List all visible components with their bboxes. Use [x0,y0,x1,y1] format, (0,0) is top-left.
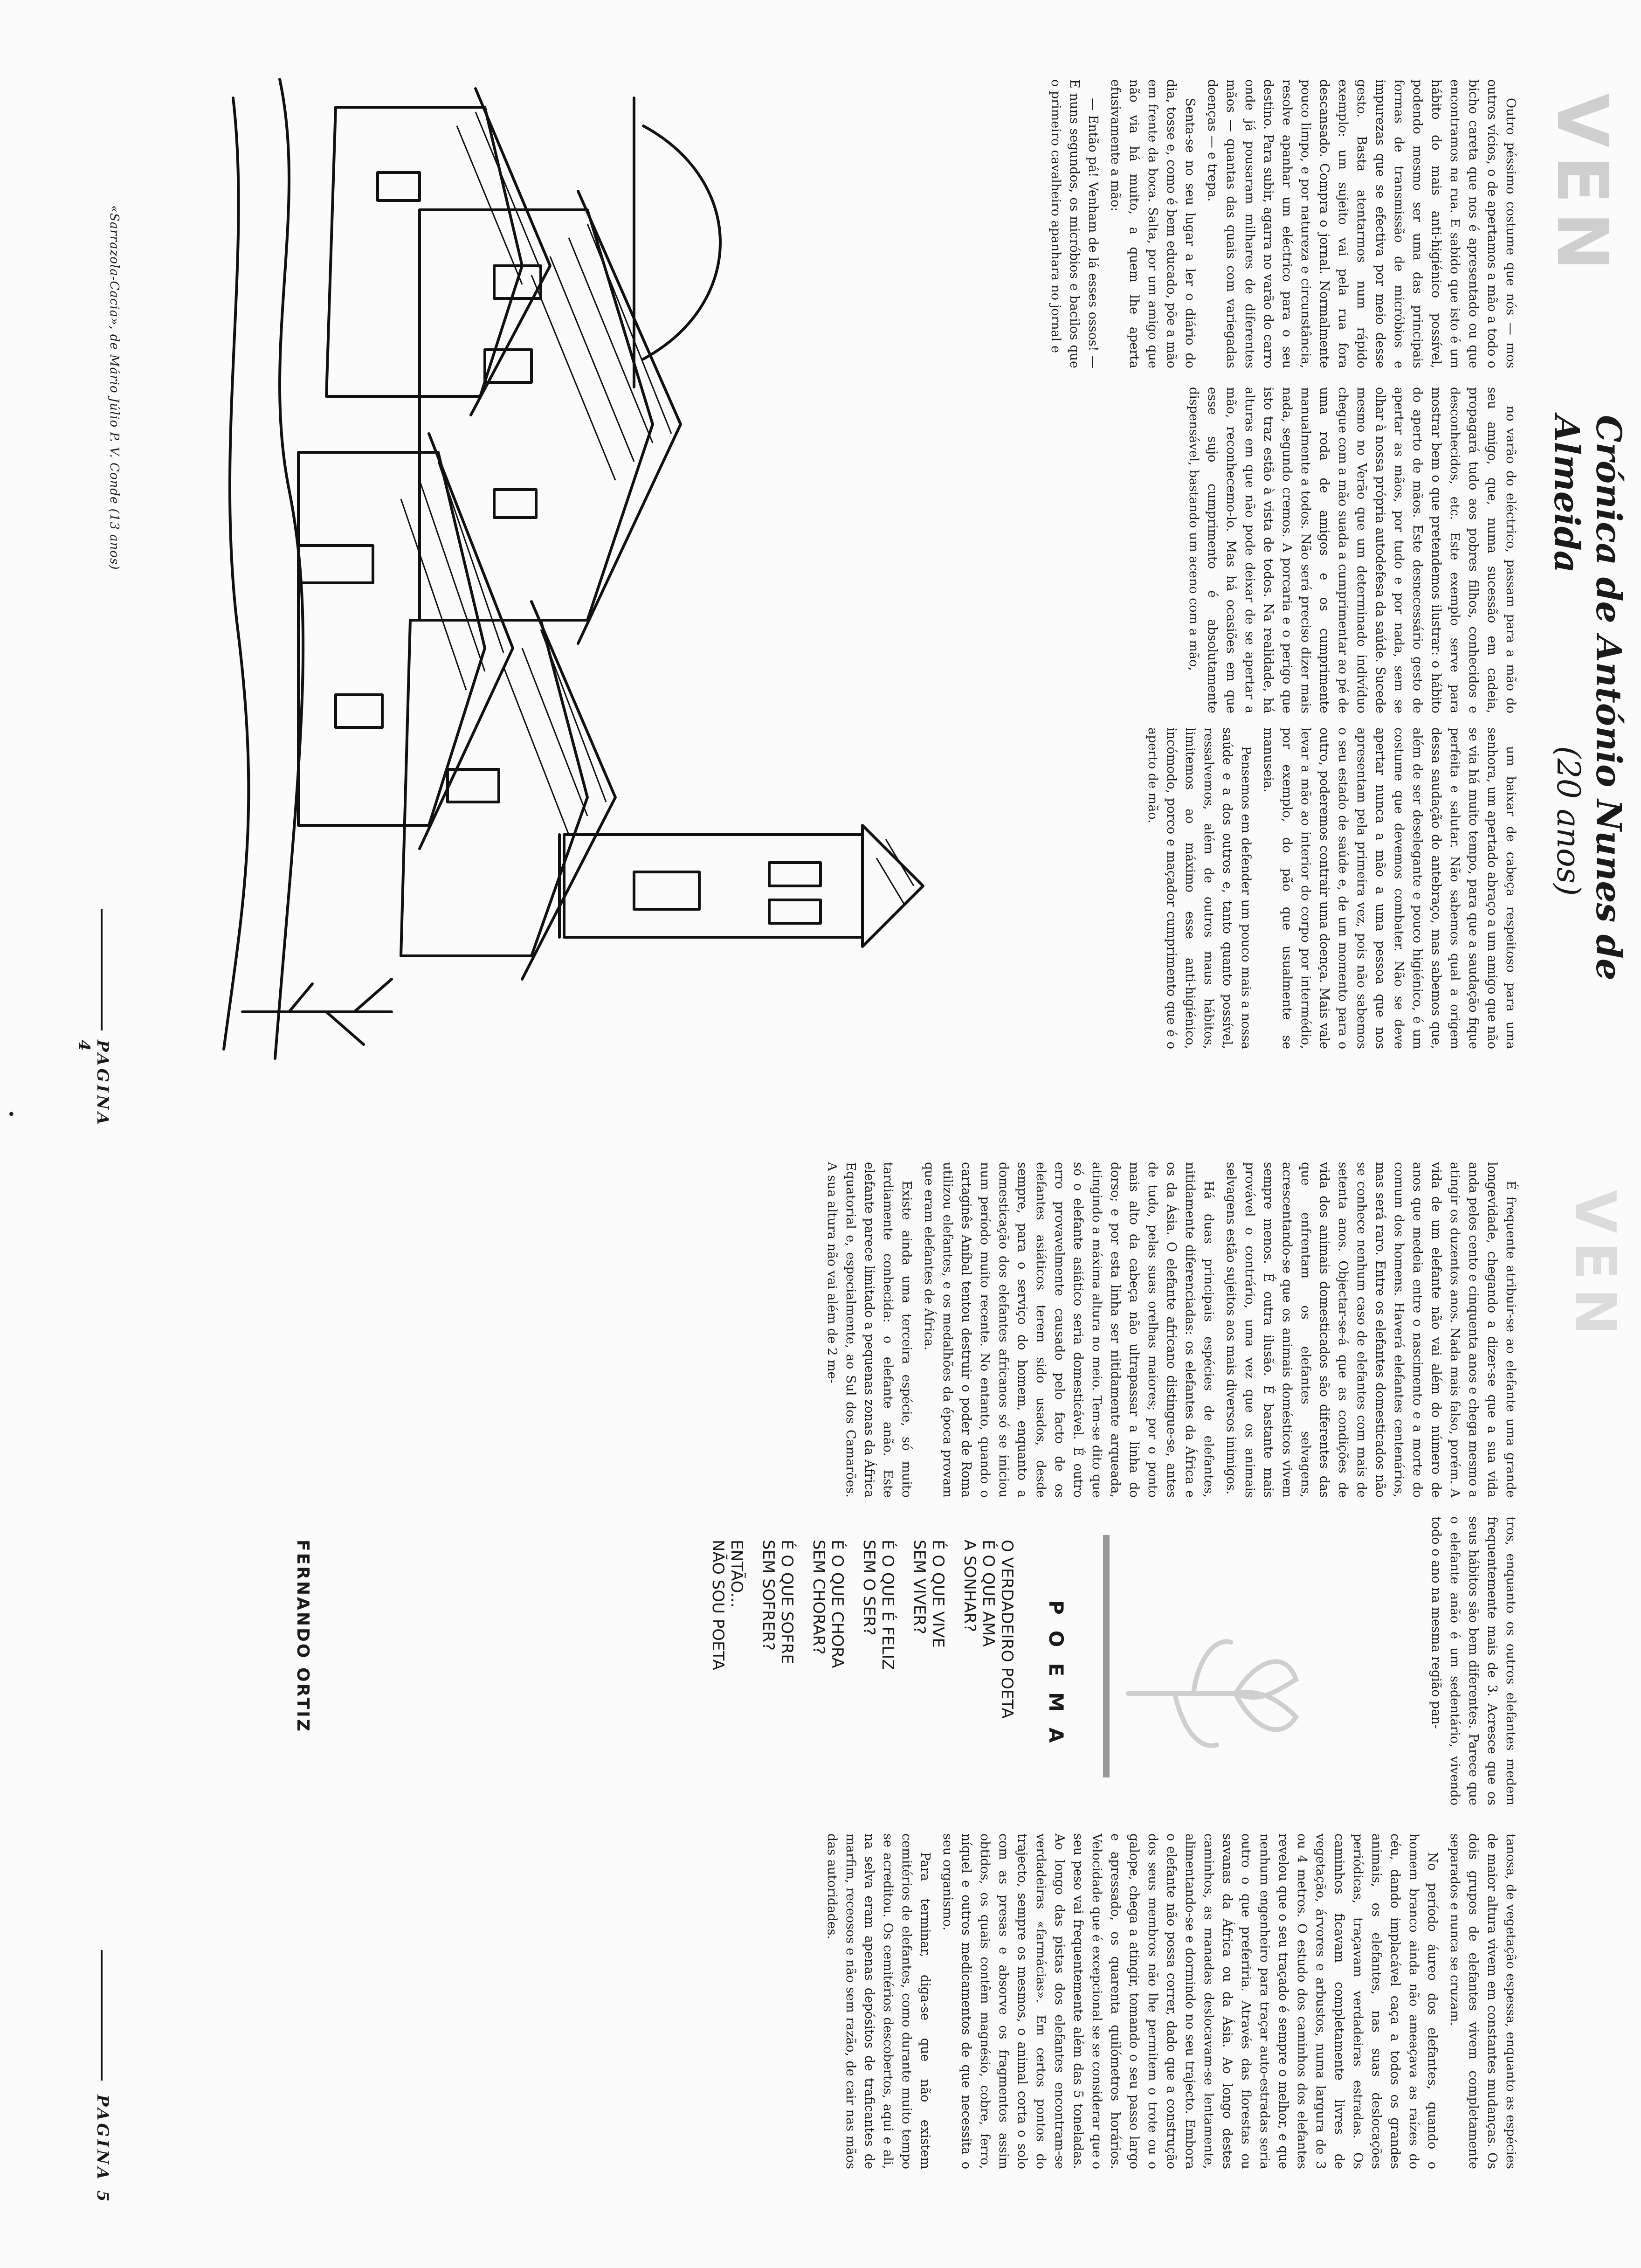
article-column-1 [1042,79,1520,368]
poem-stanza [910,1540,947,1810]
decorative-rule [1103,1535,1110,1777]
poem-stanza [709,1540,746,1810]
poem-line: SEM SOFRER? [759,1540,778,1651]
poem-line: É O QUE AMA [979,1540,998,1647]
poem-stanza [759,1540,796,1810]
paragraph: tros, enquanto os outros elefantes medem frequentemente mais de 3. Acresce que os seus hábitos são bem diferentes. Parece que o elefante anão é um sedentário, vivendo todo o ano na mesma região pan- [1429,1516,1518,1805]
footer-rule [101,909,103,1030]
poem-line: O VERDADEIRO POETA [998,1540,1016,1719]
footer-rule [101,1950,103,2081]
poem-line: É O QUE SOFRE [778,1540,796,1664]
faded-masthead: VEN [1562,1190,1627,1344]
scan-speck: • [2,1110,19,1118]
poem-line: SEM O SER? [860,1540,878,1636]
paragraph: Para terminar, diga-se que não existem cemitérios de elefantes, como durante muito tempo se acreditou. Os cemitérios descobertos, aqui e ali, na selva eram apenas depósitos de traficantes de marfim, receosos e não sem razão, de cair nas mãos das autoridades. [825,1833,932,2169]
paragraph: Pensemos em defender um pouco mais a nossa saúde e a dos outros e, tanto quanto possível, ressalvemos, além de outros maus hábitos, limitemos ao máximo esse anti-higiénico, incómodo, porco e maçador cumprimento que é o aperto de mão. [1145,727,1253,1049]
poem-line: ENTÃO... [727,1540,746,1608]
paragraph: no varão do eléctrico, passam para a mão do seu amigo, que, numa sucessão em cadeia, propagará tudo aos pobres filhos, conhecidos e desconhecidos, etc. Este exemplo serve para mostrar bem o que pretendemos ilustrar: o hábito do aperto de mãos. Este desnecessário gesto de apertar as mãos, por tudo e por nada, sem se olhar à nossa própria autodefesa da saúde. Sucede mesmo no Verão que um determinado indivíduo chegue com a mão suada a cumprimentar ao pé de uma roda de amigos e os cumprimente manualmente a todos. Não será preciso dizer mais nada, segundo cremos. A porcaria e o perigo que isto traz estão à vista de todos. Na realidade, há alturas em que não pode deixar de se apertar a mão, reconhecemo-lo. Mas há ocasiões em que esse sujo cumprimento é absolutamente dispensável, bastando um aceno com a mão, [1186,387,1518,713]
paragraph: Há duas principais espécies de elefantes, nitidamente diferenciadas: os elefantes da África e os da Ásia. O elefante africano distingue-se, antes de tudo, pelas suas orelhas maiores; por o ponto mais alto da cabeça não ultrapassar a linha do dorso; e por esta linha ser nitidamente arqueada, atingindo a máxima altura no meio. Tem-se dito que só o elefante asiático seria domesticável. É outro erro provavelmente causado pelo facto de os elefantes asiáticos terem sido usados, desde sempre, para o serviço do homem, enquanto a domesticação dos elefantes africanos só se iniciou num período muito recente. No entanto, quando o cartaginês Aníbal tentou destruir o poder de Roma utilizou elefantes, e os medalhões da época provam que eram elefantes de África. [922,1162,1216,1498]
article-subheadline: (20 anos) [1550,746,1586,896]
page-5 [0,1134,1641,2268]
poem-stanza [960,1540,1016,1810]
poem-line: SEM VIVER? [910,1540,929,1634]
poem-line: É O QUE CHORA [828,1540,847,1668]
article-column-1 [819,1162,1520,1498]
article-column-2 [1180,387,1520,713]
illustration-caption: «Sarrazola-Cacia», de Mário Júlio P. V. Conde (13 anos) [107,205,121,570]
poem-line: É O QUE É FELIZ [878,1540,897,1670]
faded-masthead: VEN [1541,93,1622,279]
page-label-4: PAGINA 4 [75,1040,112,1127]
poem-title: POEMA [1045,1600,1068,1759]
paragraph: Outro péssimo costume que nós — mos outros vícios, o de apertamos a mão a todo o bicho careta que nos é apresentado ou que encontramos na rua. E sabido que isto é um hábito do mais anti-higiénico possível, podendo mesmo ser uma das principais formas de transmissão de micróbios e impurezas que se efectiva por meio desse gesto. Basta atentarmos num rápido exemplo: um sujeito vai pela rua fora descansado. Compra o jornal. Normalmente pouco limpo, e por natureza e circunstância, resolve apanhar um eléctrico para o seu destino. Para subir, agarra no varão do carro onde já pousaram milhares de diferentes mãos — quantas das quais com variegadas doenças — e trepa. [1205,79,1518,368]
paragraph: tanosa, de vegetação espessa, enquanto as espécies de maior altura vivem em constantes mudanças. Os dois grupos de elefantes vivem completamente separados e nunca se cruzam. [1448,1833,1518,2169]
village-sketch-illustration [172,70,942,1072]
poem-stanza [860,1540,897,1810]
article-column-2 [1423,1516,1520,1805]
poem-line: A SONHAR? [960,1540,979,1632]
paragraph: Senta-se no seu lugar a ler o diário do dia, tosse e, como é bem educado, põe a mão em frente da boca. Salta, por um amigo que não via há muito, a quem lhe aperta efusivamente a mão: [1108,79,1197,368]
paragraph: — Então pá! Venham de lá esses ossos! — E nuns segundos, os micróbios e bacilos que o primeiro cavalheiro apanhara no jornal e [1048,79,1100,368]
article-column-3 [1139,727,1520,1049]
article-column-3 [819,1833,1520,2169]
poem-body [696,1540,1016,1810]
paragraph: No período áureo dos elefantes, quando o homem branco ainda não ameaçava as raízes do céu, dando implacável caça a todos os grandes animais, os elefantes, nas suas deslocações periódicas, traçavam verdadeiras estradas. Os caminhos ficavam completamente livres de vegetação, árvores e arbustos, numa largura de 3 ou 4 metros. O estudo dos caminhos dos elefantes revelou que o seu traçado é sempre o melhor, e que nenhum engenheiro para traçar auto-estradas seria outro o que preferiria. Através das florestas ou savanas da África ou da Ásia. Ao longo destes caminhos, as manadas deslocavam-se lentamente, alimentando-se e dormindo no seu trajecto. Embora o elefante não possa correr, dado que a construção dos seus membros não lhe permitem o trote ou o galope, chega a atingir, tomando o seu passo largo e apressado, os quarenta quilómetros horários. Velocidade que é excepcional se se considerar que o seu peso vai frequentemente além das 5 toneladas. Ao longo das pistas dos elefantes encontram-se verdadeiras «farmácias». Em certos pontos do trajecto, sempre os mesmos, o animal corta o solo com as presas e absorve os fragmentos assim obtidos, os quais contêm magnésio, cobre, ferro, níquel e outros medicamentos de que necessita o seu organismo. [940,1833,1440,2169]
poem-line: SEM CHORAR? [809,1540,828,1655]
page-label-5: PAGINA 5 [93,2095,112,2205]
faded-flower-illustration [1119,1600,1315,1787]
poem-author: FERNANDO ORTIZ [293,1540,312,1733]
article-headline: Crónica de António Nunes de Almeida [1546,415,1628,981]
poem-stanza [809,1540,847,1810]
paragraph: Existe ainda uma terceira espécie, só muito tardiamente conhecida: o elefante anão. Este elefante parece limitado a pequenas zonas da África Equatorial e, especialmente, ao Sul dos Camarões. A sua altura não vai além de 2 me- [825,1162,914,1498]
paragraph: É frequente atribuir-se ao elefante uma grande longevidade, chegando a dizer-se que a sua vida anda pelos cento e cinquenta anos e chega mesmo a atingir os duzentos anos. Nada mais falso, porém. A vida de um elefante não vai além do número de anos que medeia entre o nascimento e a morte do comum dos homens. Haverá elefantes centenários, mas será raro. Entre os elefantes domesticados não se conhece nenhum caso de elefantes com mais de setenta anos. Objectar-se-á que as condições de vida dos animais domesticados são diferentes das que enfrentam os elefantes selvagens, acrescentando-se que os animais domésticos vivem sempre menos. É outra ilusão. É bastante mais provável o contrário, uma vez que os animais selvagens estão sujeitos aos mais diversos inimigos. [1224,1162,1518,1498]
poem-line: É O QUE VIVE [929,1540,947,1648]
poem-line: NÃO SOU POETA [709,1540,727,1670]
paragraph: um baixar de cabeça respeitoso para uma senhora, um apertado abraço a um amigo que não se via há muito tempo, para que a saudação fique perfeita e salutar. Não sabemos qual a origem dessa saudação do antebraço, mas sabemos que, além de ser deselegante e pouco higiénico, é um costume que devemos combater. Não se deve apertar nunca a mão a uma pessoa que nos apresentam pela primeira vez, pois não sabemos o seu estado de saúde e, de um momento para o outro, poderemos contrair uma doença. Mais vale levar a mão ao interior do corpo por intermédio, por exemplo, do pão que usualmente se manuseia. [1261,727,1518,1049]
